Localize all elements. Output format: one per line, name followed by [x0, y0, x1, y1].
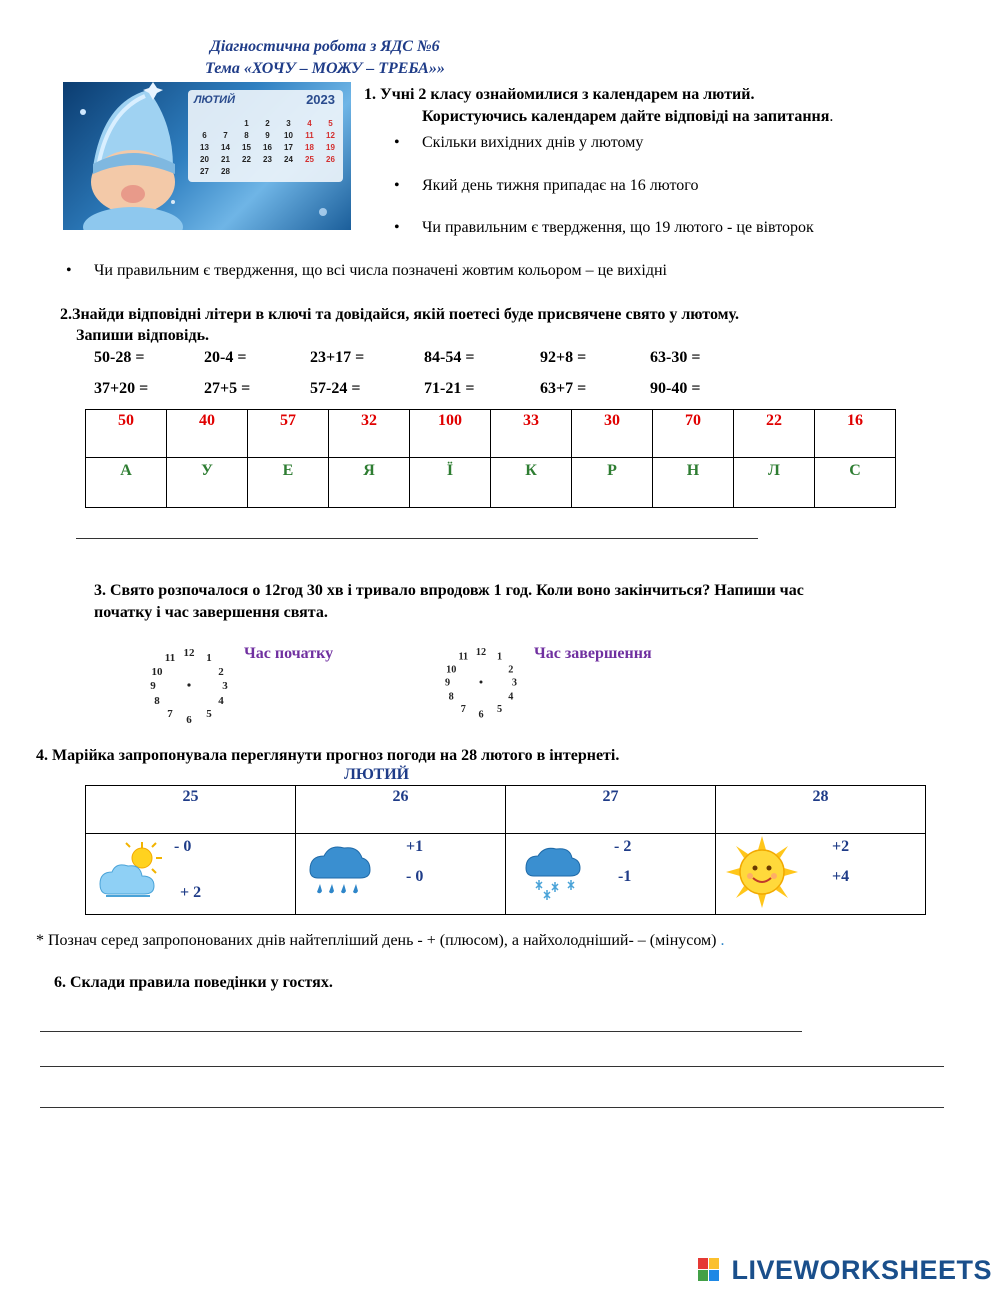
- key-letter: Я: [329, 458, 410, 508]
- svg-text:9: 9: [150, 680, 156, 692]
- task3-subtitle: початку і час завершення свята.: [94, 604, 328, 621]
- key-letter: К: [491, 458, 572, 508]
- task2-subtitle: Запиши відповідь.: [76, 327, 210, 344]
- key-letter: Р: [572, 458, 653, 508]
- svg-text:11: 11: [458, 651, 469, 663]
- svg-text:4: 4: [508, 691, 514, 703]
- svg-text:10: 10: [151, 666, 163, 678]
- key-letter: А: [86, 458, 167, 508]
- temp-top: +2: [832, 838, 850, 855]
- sun-cloud-icon: [96, 840, 162, 902]
- calendar-card: [188, 90, 343, 182]
- svg-text:2: 2: [508, 664, 514, 676]
- task1-title: 1. Учні 2 класу ознайомилися з календарем на лютий.: [364, 86, 755, 103]
- forecast-day: 25: [86, 786, 296, 834]
- expression: 37+20 =: [94, 380, 149, 397]
- task3-title: 3. Свято розпочалося о 12год 30 хв і тривало впродовж 1 год. Коли воно закінчиться? Напиши час: [94, 582, 804, 599]
- svg-text:7: 7: [460, 703, 466, 715]
- temp-top: +1: [406, 838, 424, 855]
- calendar-day: 1: [244, 119, 249, 128]
- calendar-day: 10: [284, 131, 293, 140]
- calendar-grid: [194, 118, 341, 178]
- weather-forecast-table: [85, 785, 926, 915]
- calendar-day: 5: [328, 119, 333, 128]
- svg-text:10: 10: [446, 664, 457, 676]
- calendar-day: 11: [305, 131, 314, 140]
- key-number: 57: [248, 410, 329, 458]
- calendar-day: 18: [305, 143, 314, 152]
- calendar-day: 20: [200, 155, 209, 164]
- calendar-day: 7: [223, 131, 228, 140]
- expression: 27+5 =: [204, 380, 251, 397]
- calendar-day: 9: [265, 131, 270, 140]
- key-number: 40: [167, 410, 248, 458]
- calendar-year: 2023: [306, 92, 335, 107]
- expression: 50-28 =: [94, 349, 145, 366]
- liveworksheets-logo-icon: [698, 1258, 720, 1282]
- forecast-cell[interactable]: [506, 834, 716, 915]
- svg-text:1: 1: [206, 652, 212, 664]
- svg-text:11: 11: [164, 652, 176, 664]
- calendar-day: 28: [221, 167, 230, 176]
- task1-subtitle: Користуючись календарем дайте відповіді на запитання.: [422, 108, 834, 125]
- start-time-label: Час початку: [244, 645, 334, 662]
- key-number: 100: [410, 410, 491, 458]
- calendar-day: 26: [326, 155, 335, 164]
- task2-answer-line[interactable]: [76, 538, 758, 539]
- svg-text:7: 7: [167, 708, 173, 720]
- key-number: 30: [572, 410, 653, 458]
- expression: 90-40 =: [650, 380, 701, 397]
- svg-text:12: 12: [475, 647, 487, 659]
- svg-text:3: 3: [511, 677, 518, 689]
- key-letter: Н: [653, 458, 734, 508]
- temp-bottom: + 2: [180, 884, 202, 901]
- key-number: 70: [653, 410, 734, 458]
- calendar-day: 24: [284, 155, 293, 164]
- expression: 92+8 =: [540, 349, 587, 366]
- forecast-cell[interactable]: [716, 834, 926, 915]
- svg-text:6: 6: [186, 714, 192, 726]
- svg-text:4: 4: [218, 695, 224, 707]
- key-number: 50: [86, 410, 167, 458]
- calendar-day: 3: [286, 119, 291, 128]
- calendar-day: 12: [326, 131, 335, 140]
- temp-bottom: - 0: [406, 868, 424, 885]
- calendar-day: 6: [202, 131, 207, 140]
- answer-line[interactable]: [40, 1031, 802, 1032]
- expression: 63+7 =: [540, 380, 587, 397]
- footer-brand: LIVEWORKSHEETS: [731, 1255, 992, 1285]
- calendar-day: 25: [305, 155, 314, 164]
- calendar-day: 4: [307, 119, 312, 128]
- temp-bottom: +4: [832, 868, 850, 885]
- key-letter: Ї: [410, 458, 491, 508]
- svg-text:2: 2: [218, 666, 224, 678]
- forecast-day: 26: [296, 786, 506, 834]
- forecast-day: 28: [716, 786, 926, 834]
- temp-top: - 2: [614, 838, 632, 855]
- worksheet-title: Діагностична робота з ЯДС №6: [210, 38, 440, 55]
- expression: 84-54 =: [424, 349, 475, 366]
- task1-question-3: • Чи правильним є твердження, що 19 лютого - це вівторок: [422, 219, 814, 237]
- calendar-day: 27: [200, 167, 209, 176]
- calendar-day: 16: [263, 143, 272, 152]
- forecast-cell[interactable]: [296, 834, 506, 915]
- answer-line[interactable]: [40, 1066, 944, 1067]
- calendar-day: 21: [221, 155, 230, 164]
- end-time-label: Час завершення: [534, 645, 652, 662]
- expression: 71-21 =: [424, 380, 475, 397]
- key-letter: С: [815, 458, 896, 508]
- forecast-month: ЛЮТИЙ: [344, 766, 410, 783]
- calendar-day: 2: [265, 119, 270, 128]
- calendar-day: 8: [244, 131, 249, 140]
- key-letter: Л: [734, 458, 815, 508]
- start-clock-icon[interactable]: [146, 642, 232, 728]
- letter-key-table: [85, 409, 896, 508]
- svg-text:6: 6: [478, 709, 484, 721]
- forecast-day: 27: [506, 786, 716, 834]
- task2-title: 2.Знайди відповідні літери в ключі та довідайся, якій поетесі буде присвячене свято у лютому.: [60, 306, 739, 323]
- calendar-day: 23: [263, 155, 272, 164]
- forecast-cell[interactable]: [86, 834, 296, 915]
- task6-title: 6. Склади правила поведінки у гостях.: [54, 974, 333, 991]
- task1-question-4: • Чи правильним є твердження, що всі числа позначені жовтим кольором – це вихідні: [94, 262, 667, 280]
- worksheet-theme: Тема «ХОЧУ – МОЖУ – ТРЕБА»»: [205, 60, 445, 77]
- calendar-day: 17: [284, 143, 293, 152]
- svg-text:8: 8: [154, 695, 160, 707]
- calendar-day: 13: [200, 143, 209, 152]
- expression: 20-4 =: [204, 349, 247, 366]
- calendar-day: 14: [221, 143, 230, 152]
- task1-question-2: • Який день тижня припадає на 16 лютого: [422, 177, 698, 195]
- key-number: 22: [734, 410, 815, 458]
- snow-cloud-icon: [522, 844, 584, 902]
- svg-text:3: 3: [222, 680, 228, 692]
- expression: 23+17 =: [310, 349, 365, 366]
- svg-text:9: 9: [444, 677, 451, 689]
- temp-bottom: -1: [618, 868, 632, 885]
- expression: 57-24 =: [310, 380, 361, 397]
- temp-top: - 0: [174, 838, 192, 855]
- key-letter: Е: [248, 458, 329, 508]
- svg-text:5: 5: [497, 703, 503, 715]
- sun-icon: [726, 836, 798, 908]
- calendar-day: 15: [242, 143, 251, 152]
- svg-text:1: 1: [497, 651, 503, 663]
- task4-title: 4. Марійка запропонувала переглянути прогноз погоди на 28 лютого в інтернеті.: [36, 747, 620, 764]
- svg-text:8: 8: [448, 691, 454, 703]
- calendar-day: 22: [242, 155, 251, 164]
- calendar-day: 19: [326, 143, 335, 152]
- task1-question-1: • Скільки вихідних днів у лютому: [422, 134, 643, 152]
- svg-text:5: 5: [206, 708, 212, 720]
- task4-note: * Познач серед запропонованих днів найтепліший день - + (плюсом), а найхолодніший- – (мінусом) .: [36, 932, 725, 949]
- expression: 63-30 =: [650, 349, 701, 366]
- calendar-month: ЛЮТИЙ: [194, 94, 236, 106]
- end-clock-icon[interactable]: [441, 642, 521, 722]
- calendar-picture: [63, 82, 351, 230]
- rain-cloud-icon: [306, 842, 372, 900]
- answer-line[interactable]: [40, 1107, 944, 1108]
- key-number: 32: [329, 410, 410, 458]
- key-number: 33: [491, 410, 572, 458]
- key-number: 16: [815, 410, 896, 458]
- key-letter: У: [167, 458, 248, 508]
- svg-text:12: 12: [183, 647, 195, 659]
